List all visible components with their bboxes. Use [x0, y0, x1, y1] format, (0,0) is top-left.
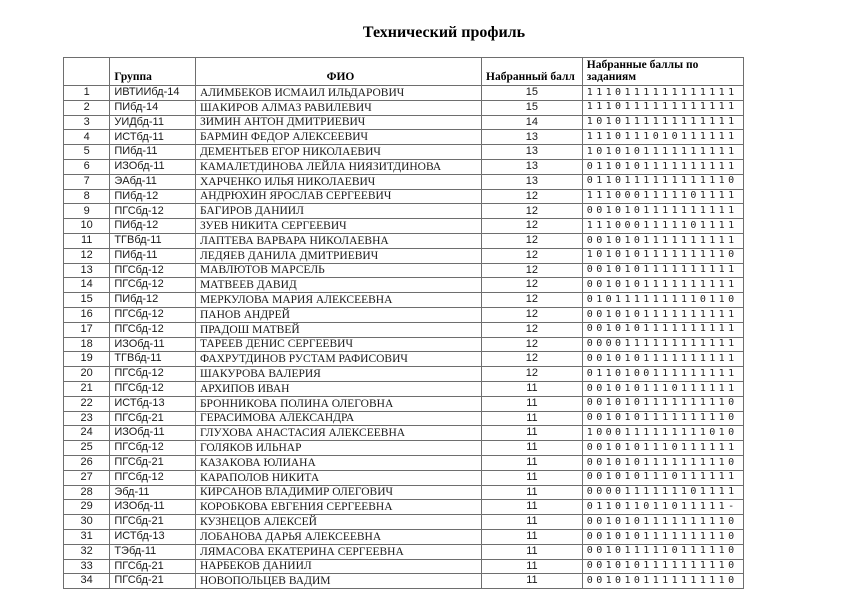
fullname-cell: БАГИРОВ ДАНИИЛ — [195, 204, 481, 219]
task-scores-cell: 0000111111111111 — [582, 337, 743, 352]
group-cell: ЭАбд-11 — [110, 174, 196, 189]
group-cell: ПГСбд-21 — [110, 574, 196, 589]
fullname-cell: ГЛУХОВА АНАСТАСИЯ АЛЕКСЕЕВНА — [195, 426, 481, 441]
row-number-cell: 17 — [64, 322, 110, 337]
row-number-cell: 7 — [64, 174, 110, 189]
task-scores-cell: 0010101111111110 — [582, 529, 743, 544]
fullname-cell: ЗИМИН АНТОН ДМИТРИЕВИЧ — [195, 115, 481, 130]
header-fullname: ФИО — [195, 58, 481, 86]
row-number-cell: 16 — [64, 307, 110, 322]
task-scores-cell: 0010101111111111 — [582, 322, 743, 337]
total-score-cell: 11 — [482, 500, 583, 515]
total-score-cell: 13 — [482, 130, 583, 145]
task-scores-cell: 0110111111111110 — [582, 174, 743, 189]
fullname-cell: МАТВЕЕВ ДАВИД — [195, 278, 481, 293]
total-score-cell: 12 — [482, 248, 583, 263]
group-cell: ПГСбд-21 — [110, 411, 196, 426]
row-number-cell: 14 — [64, 278, 110, 293]
group-cell: Эбд-11 — [110, 485, 196, 500]
table-row — [64, 367, 744, 382]
task-scores-cell: 0010101110111111 — [582, 381, 743, 396]
fullname-cell: КАРАПОЛОВ НИКИТА — [195, 470, 481, 485]
table-row — [64, 219, 744, 234]
total-score-cell: 13 — [482, 159, 583, 174]
fullname-cell: НАРБЕКОВ ДАНИИЛ — [195, 559, 481, 574]
row-number-cell: 25 — [64, 441, 110, 456]
table-header — [64, 58, 744, 86]
table-row — [64, 411, 744, 426]
fullname-cell: ЛАПТЕВА ВАРВАРА НИКОЛАЕВНА — [195, 233, 481, 248]
fullname-cell: ХАРЧЕНКО ИЛЬЯ НИКОЛАЕВИЧ — [195, 174, 481, 189]
total-score-cell: 13 — [482, 145, 583, 160]
total-score-cell: 11 — [482, 544, 583, 559]
fullname-cell: ЛОБАНОВА ДАРЬЯ АЛЕКСЕЕВНА — [195, 529, 481, 544]
task-scores-cell: 1110111111111111 — [582, 100, 743, 115]
total-score-cell: 13 — [482, 174, 583, 189]
header-number — [64, 58, 110, 86]
task-scores-cell: 1010101111111110 — [582, 248, 743, 263]
group-cell: ПИбд-11 — [110, 248, 196, 263]
task-scores-cell: 0010111110111110 — [582, 544, 743, 559]
total-score-cell: 12 — [482, 293, 583, 308]
page-title: Технический профиль — [362, 24, 526, 41]
total-score-cell: 12 — [482, 337, 583, 352]
header-total-score: Набранный балл — [482, 58, 583, 86]
table-row — [64, 559, 744, 574]
row-number-cell: 12 — [64, 248, 110, 263]
table-body — [64, 86, 744, 589]
row-number-cell: 3 — [64, 115, 110, 130]
group-cell: ТГВбд-11 — [110, 233, 196, 248]
task-scores-cell: 0010101111111110 — [582, 515, 743, 530]
group-cell: ТГВбд-11 — [110, 352, 196, 367]
group-cell: ПГСбд-12 — [110, 307, 196, 322]
group-cell: ПГСбд-12 — [110, 263, 196, 278]
table-row — [64, 381, 744, 396]
fullname-cell: ДЕМЕНТЬЕВ ЕГОР НИКОЛАЕВИЧ — [195, 145, 481, 160]
group-cell: ПИбд-12 — [110, 293, 196, 308]
fullname-cell: БАРМИН ФЕДОР АЛЕКСЕЕВИЧ — [195, 130, 481, 145]
fullname-cell: АНДРЮХИН ЯРОСЛАВ СЕРГЕЕВИЧ — [195, 189, 481, 204]
total-score-cell: 11 — [482, 381, 583, 396]
table-row — [64, 396, 744, 411]
total-score-cell: 11 — [482, 485, 583, 500]
row-number-cell: 24 — [64, 426, 110, 441]
table-row — [64, 145, 744, 160]
row-number-cell: 30 — [64, 515, 110, 530]
total-score-cell: 15 — [482, 86, 583, 101]
task-scores-cell: 0010101111111111 — [582, 263, 743, 278]
row-number-cell: 32 — [64, 544, 110, 559]
task-scores-cell: 0010101110111111 — [582, 470, 743, 485]
task-scores-cell: 1000111111111010 — [582, 426, 743, 441]
fullname-cell: АРХИПОВ ИВАН — [195, 381, 481, 396]
row-number-cell: 10 — [64, 219, 110, 234]
row-number-cell: 6 — [64, 159, 110, 174]
task-scores-cell: 0010101111111110 — [582, 455, 743, 470]
table-row — [64, 248, 744, 263]
fullname-cell: ЛЕДЯЕВ ДАНИЛА ДМИТРИЕВИЧ — [195, 248, 481, 263]
group-cell: ПГСбд-12 — [110, 204, 196, 219]
row-number-cell: 20 — [64, 367, 110, 382]
row-number-cell: 18 — [64, 337, 110, 352]
total-score-cell: 12 — [482, 307, 583, 322]
row-number-cell: 27 — [64, 470, 110, 485]
total-score-cell: 11 — [482, 574, 583, 589]
task-scores-cell: 0010101110111111 — [582, 441, 743, 456]
total-score-cell: 12 — [482, 219, 583, 234]
table-row — [64, 189, 744, 204]
total-score-cell: 11 — [482, 515, 583, 530]
task-scores-cell: 0010101111111110 — [582, 559, 743, 574]
total-score-cell: 15 — [482, 100, 583, 115]
group-cell: ИСТбд-13 — [110, 396, 196, 411]
fullname-cell: НОВОПОЛЬЦЕВ ВАДИМ — [195, 574, 481, 589]
header-group: Группа — [110, 58, 196, 86]
task-scores-cell: 0010101111111111 — [582, 352, 743, 367]
total-score-cell: 12 — [482, 263, 583, 278]
fullname-cell: ПАНОВ АНДРЕЙ — [195, 307, 481, 322]
task-scores-cell: 011011011011111- — [582, 500, 743, 515]
row-number-cell: 4 — [64, 130, 110, 145]
task-scores-cell: 1010101111111111 — [582, 145, 743, 160]
group-cell: ИЗОбд-11 — [110, 500, 196, 515]
table-row — [64, 159, 744, 174]
total-score-cell: 11 — [482, 455, 583, 470]
table-row — [64, 100, 744, 115]
total-score-cell: 14 — [482, 115, 583, 130]
fullname-cell: ШАКУРОВА ВАЛЕРИЯ — [195, 367, 481, 382]
fullname-cell: АЛИМБЕКОВ ИСМАИЛ ИЛЬДАРОВИЧ — [195, 86, 481, 101]
table-row — [64, 115, 744, 130]
row-number-cell: 15 — [64, 293, 110, 308]
table-row — [64, 485, 744, 500]
fullname-cell: КИРСАНОВ ВЛАДИМИР ОЛЕГОВИЧ — [195, 485, 481, 500]
group-cell: ПИбд-12 — [110, 219, 196, 234]
task-scores-cell: 0110101111111111 — [582, 159, 743, 174]
group-cell: ПГСбд-12 — [110, 470, 196, 485]
task-scores-cell: 1110111010111111 — [582, 130, 743, 145]
total-score-cell: 12 — [482, 322, 583, 337]
task-scores-cell: 0010101111111111 — [582, 204, 743, 219]
fullname-cell: ЗУЕВ НИКИТА СЕРГЕЕВИЧ — [195, 219, 481, 234]
group-cell: ПИбд-14 — [110, 100, 196, 115]
row-number-cell: 8 — [64, 189, 110, 204]
table-row — [64, 278, 744, 293]
group-cell: ИВТИИбд-14 — [110, 86, 196, 101]
table-row — [64, 426, 744, 441]
table-row — [64, 307, 744, 322]
table-row — [64, 500, 744, 515]
task-scores-cell: 1010111111111111 — [582, 115, 743, 130]
task-scores-cell: 0000111111101111 — [582, 485, 743, 500]
row-number-cell: 1 — [64, 86, 110, 101]
table-row — [64, 544, 744, 559]
table-row — [64, 130, 744, 145]
total-score-cell: 12 — [482, 352, 583, 367]
row-number-cell: 28 — [64, 485, 110, 500]
table-row — [64, 455, 744, 470]
group-cell: ТЭбд-11 — [110, 544, 196, 559]
row-number-cell: 9 — [64, 204, 110, 219]
task-scores-cell: 1110111111111111 — [582, 86, 743, 101]
group-cell: ПГСбд-21 — [110, 455, 196, 470]
group-cell: ПГСбд-21 — [110, 515, 196, 530]
total-score-cell: 12 — [482, 233, 583, 248]
total-score-cell: 12 — [482, 189, 583, 204]
header-row — [64, 58, 744, 86]
fullname-cell: ЛЯМАСОВА ЕКАТЕРИНА СЕРГЕЕВНА — [195, 544, 481, 559]
group-cell: ИЗОбд-11 — [110, 159, 196, 174]
group-cell: ПИбд-11 — [110, 145, 196, 160]
fullname-cell: КАЗАКОВА ЮЛИАНА — [195, 455, 481, 470]
fullname-cell: КУЗНЕЦОВ АЛЕКСЕЙ — [195, 515, 481, 530]
table-row — [64, 337, 744, 352]
group-cell: ПГСбд-12 — [110, 381, 196, 396]
table-row — [64, 441, 744, 456]
fullname-cell: ТАРЕЕВ ДЕНИС СЕРГЕЕВИЧ — [195, 337, 481, 352]
fullname-cell: ГОЛЯКОВ ИЛЬНАР — [195, 441, 481, 456]
row-number-cell: 33 — [64, 559, 110, 574]
task-scores-cell: 1110001111101111 — [582, 189, 743, 204]
total-score-cell: 12 — [482, 278, 583, 293]
task-scores-cell: 1110001111101111 — [582, 219, 743, 234]
group-cell: ИЗОбд-11 — [110, 337, 196, 352]
table-row — [64, 86, 744, 101]
total-score-cell: 11 — [482, 396, 583, 411]
row-number-cell: 23 — [64, 411, 110, 426]
table-row — [64, 574, 744, 589]
table-row — [64, 470, 744, 485]
header-task-scores: Набранные баллы по заданиям — [582, 58, 743, 86]
row-number-cell: 21 — [64, 381, 110, 396]
table-row — [64, 263, 744, 278]
task-scores-cell: 0010101111111111 — [582, 278, 743, 293]
fullname-cell: ШАКИРОВ АЛМАЗ РАВИЛЕВИЧ — [195, 100, 481, 115]
row-number-cell: 22 — [64, 396, 110, 411]
total-score-cell: 11 — [482, 411, 583, 426]
task-scores-cell: 0010101111111110 — [582, 411, 743, 426]
fullname-cell: БРОННИКОВА ПОЛИНА ОЛЕГОВНА — [195, 396, 481, 411]
group-cell: ПГСбд-12 — [110, 441, 196, 456]
table-row — [64, 352, 744, 367]
total-score-cell: 11 — [482, 470, 583, 485]
row-number-cell: 11 — [64, 233, 110, 248]
table-row — [64, 529, 744, 544]
task-scores-cell: 0010101111111111 — [582, 307, 743, 322]
table-row — [64, 204, 744, 219]
group-cell: ПГСбд-12 — [110, 278, 196, 293]
row-number-cell: 5 — [64, 145, 110, 160]
task-scores-cell: 0110100111111111 — [582, 367, 743, 382]
row-number-cell: 34 — [64, 574, 110, 589]
row-number-cell: 31 — [64, 529, 110, 544]
group-cell: ПГСбд-21 — [110, 559, 196, 574]
total-score-cell: 11 — [482, 441, 583, 456]
group-cell: УИДбд-11 — [110, 115, 196, 130]
total-score-cell: 11 — [482, 559, 583, 574]
group-cell: ИСТбд-11 — [110, 130, 196, 145]
fullname-cell: ГЕРАСИМОВА АЛЕКСАНДРА — [195, 411, 481, 426]
fullname-cell: ПРАДОШ МАТВЕЙ — [195, 322, 481, 337]
row-number-cell: 2 — [64, 100, 110, 115]
group-cell: ПИбд-12 — [110, 189, 196, 204]
results-table — [63, 57, 744, 589]
row-number-cell: 19 — [64, 352, 110, 367]
fullname-cell: МЕРКУЛОВА МАРИЯ АЛЕКСЕЕВНА — [195, 293, 481, 308]
table-row — [64, 515, 744, 530]
total-score-cell: 12 — [482, 204, 583, 219]
row-number-cell: 26 — [64, 455, 110, 470]
total-score-cell: 11 — [482, 426, 583, 441]
group-cell: ИЗОбд-11 — [110, 426, 196, 441]
task-scores-cell: 0010101111111111 — [582, 233, 743, 248]
task-scores-cell: 0010101111111110 — [582, 396, 743, 411]
table-row — [64, 233, 744, 248]
task-scores-cell: 0010101111111110 — [582, 574, 743, 589]
fullname-cell: МАВЛЮТОВ МАРСЕЛЬ — [195, 263, 481, 278]
fullname-cell: ФАХРУТДИНОВ РУСТАМ РАФИСОВИЧ — [195, 352, 481, 367]
row-number-cell: 29 — [64, 500, 110, 515]
table-row — [64, 322, 744, 337]
group-cell: ПГСбд-12 — [110, 367, 196, 382]
task-scores-cell: 0101111111110110 — [582, 293, 743, 308]
total-score-cell: 12 — [482, 367, 583, 382]
fullname-cell: КОРОБКОВА ЕВГЕНИЯ СЕРГЕЕВНА — [195, 500, 481, 515]
total-score-cell: 11 — [482, 529, 583, 544]
group-cell: ПГСбд-12 — [110, 322, 196, 337]
table-row — [64, 293, 744, 308]
table-row — [64, 174, 744, 189]
row-number-cell: 13 — [64, 263, 110, 278]
fullname-cell: КАМАЛЕТДИНОВА ЛЕЙЛА НИЯЗИТДИНОВА — [195, 159, 481, 174]
group-cell: ИСТбд-13 — [110, 529, 196, 544]
